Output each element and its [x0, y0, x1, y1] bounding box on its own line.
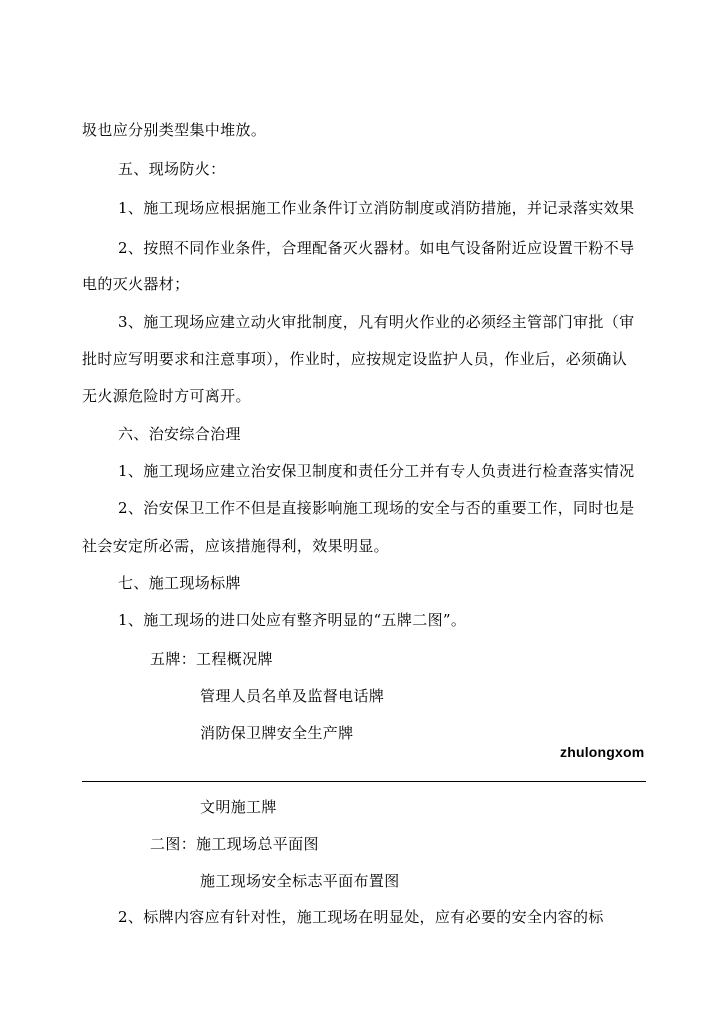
list-item: 管理人员名单及监督电话牌	[200, 687, 385, 705]
list-item: 五牌：工程概况牌	[150, 650, 273, 668]
paragraph-line: 1、施工现场应建立治安保卫制度和责任分工并有专人负责进行检查落实情况	[118, 462, 635, 480]
paragraph-line: 电的灭火器材；	[82, 275, 190, 293]
paragraph-line: 2、按照不同作业条件，合理配备灭火器材。如电气设备附近应设置干粉不导	[118, 239, 635, 257]
paragraph-line: 2、治安保卫工作不但是直接影响施工现场的安全与否的重要工作，同时也是	[118, 499, 635, 517]
paragraph-line: 3、施工现场应建立动火审批制度，凡有明火作业的必须经主管部门审批（审	[118, 313, 635, 331]
page-divider	[82, 781, 646, 782]
watermark-text: zhulongxom	[560, 744, 645, 760]
paragraph-line: 1、施工现场应根据施工作业条件订立消防制度或消防措施，并记录落实效果	[118, 199, 635, 217]
paragraph-line: 社会安定所必需，应该措施得利，效果明显。	[82, 537, 390, 555]
paragraph-line: 批时应写明要求和注意事项），作业时，应按规定设监护人员，作业后，必须确认	[82, 350, 628, 368]
paragraph-line: 2、标牌内容应有针对性，施工现场在明显处，应有必要的安全内容的标	[118, 908, 604, 926]
section-heading-fire-prevention: 五、现场防火：	[118, 160, 226, 178]
list-item: 二图：施工现场总平面图	[150, 835, 319, 853]
list-item: 施工现场安全标志平面布置图	[200, 872, 400, 890]
section-heading-signboards: 七、施工现场标牌	[118, 574, 241, 592]
paragraph-line: 1、施工现场的进口处应有整齐明显的“五牌二图”。	[118, 611, 467, 629]
text-line-continuation: 圾也应分别类型集中堆放。	[82, 121, 267, 139]
section-heading-security: 六、治安综合治理	[118, 425, 241, 443]
list-item: 文明施工牌	[200, 798, 277, 816]
paragraph-line: 无火源危险时方可离开。	[82, 387, 251, 405]
list-item: 消防保卫牌安全生产牌	[200, 724, 354, 742]
